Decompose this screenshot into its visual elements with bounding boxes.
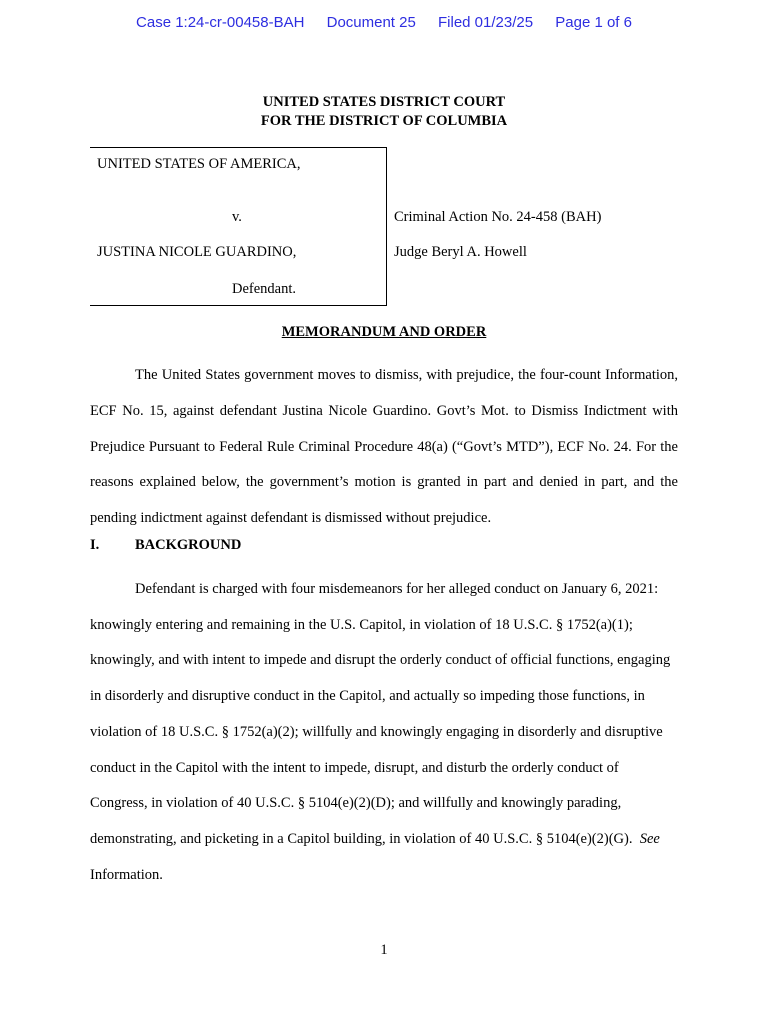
court-title bbox=[0, 93, 768, 131]
court-title-line-2: FOR THE DISTRICT OF COLUMBIA bbox=[260, 113, 508, 129]
intro-paragraph bbox=[90, 358, 678, 537]
filed-date-header: Filed 01/23/25 bbox=[438, 14, 534, 31]
caption-plaintiff: UNITED STATES OF AMERICA, bbox=[97, 156, 301, 172]
court-title-line-1: UNITED STATES DISTRICT COURT bbox=[262, 94, 506, 110]
caption-judge: Judge Beryl A. Howell bbox=[394, 244, 527, 260]
caption-case-number: Criminal Action No. 24-458 (BAH) bbox=[394, 209, 602, 225]
section-number: I. bbox=[90, 537, 100, 553]
information-cite: Information. bbox=[90, 866, 163, 883]
section-title: BACKGROUND bbox=[135, 537, 242, 553]
caption-versus: v. bbox=[232, 209, 242, 225]
intro-paragraph-text: The United States government moves to dismiss, with prejudice, the four-count Information, ECF No. 15, against defendant Justina Nicole Guardino. Govt’s Mot. to Dismiss Indictment with Prejudice Pursuant to Federal Rule Criminal Procedure 48(a) (“Govt’s MTD”), ECF No. 24. For the reasons explained below, the government’s motion is granted in part and denied in part, and the pending indictment against defendant is dismissed without prejudice. bbox=[90, 367, 678, 527]
background-paragraph-text: Defendant is charged with four misdemeanors for her alleged conduct on January 6, 2021: knowingly entering and remaining in the U.S. Capitol, in violation of 18 U.S.C. § 1752(a)(1); knowingly, and with intent to impede and disrupt the orderly conduct of official functions, engaging in disorderly and disruptive conduct in the Capitol, and actually so impeding those functions, in violation of 18 U.S.C. § 1752(a)(2); willfully and knowingly engaging in disorderly and disruptive conduct in the Capitol with the intent to impede, disrupt, and disturb the orderly conduct of Congress, in violation of 40 U.S.C. § 5104(e)(2)(D); and willfully and knowingly parading, demonstrating, and picketing in a Capitol building, in violation of 40 U.S.C. § 5104(e)(2)(G). bbox=[90, 581, 671, 847]
caption-defendant-label: Defendant. bbox=[232, 281, 297, 297]
page-number: 1 bbox=[380, 942, 388, 958]
caption-defendant-name: JUSTINA NICOLE GUARDINO, bbox=[97, 244, 297, 260]
see-signal: See bbox=[639, 830, 660, 847]
document-title: MEMORANDUM AND ORDER bbox=[281, 324, 487, 340]
page-count-header: Page 1 of 6 bbox=[555, 14, 632, 31]
section-heading bbox=[90, 537, 241, 554]
case-number-header: Case 1:24-cr-00458-BAH bbox=[136, 14, 305, 31]
background-paragraph bbox=[90, 572, 678, 893]
document-number-header: Document 25 bbox=[326, 14, 416, 31]
ecf-header bbox=[0, 14, 768, 31]
